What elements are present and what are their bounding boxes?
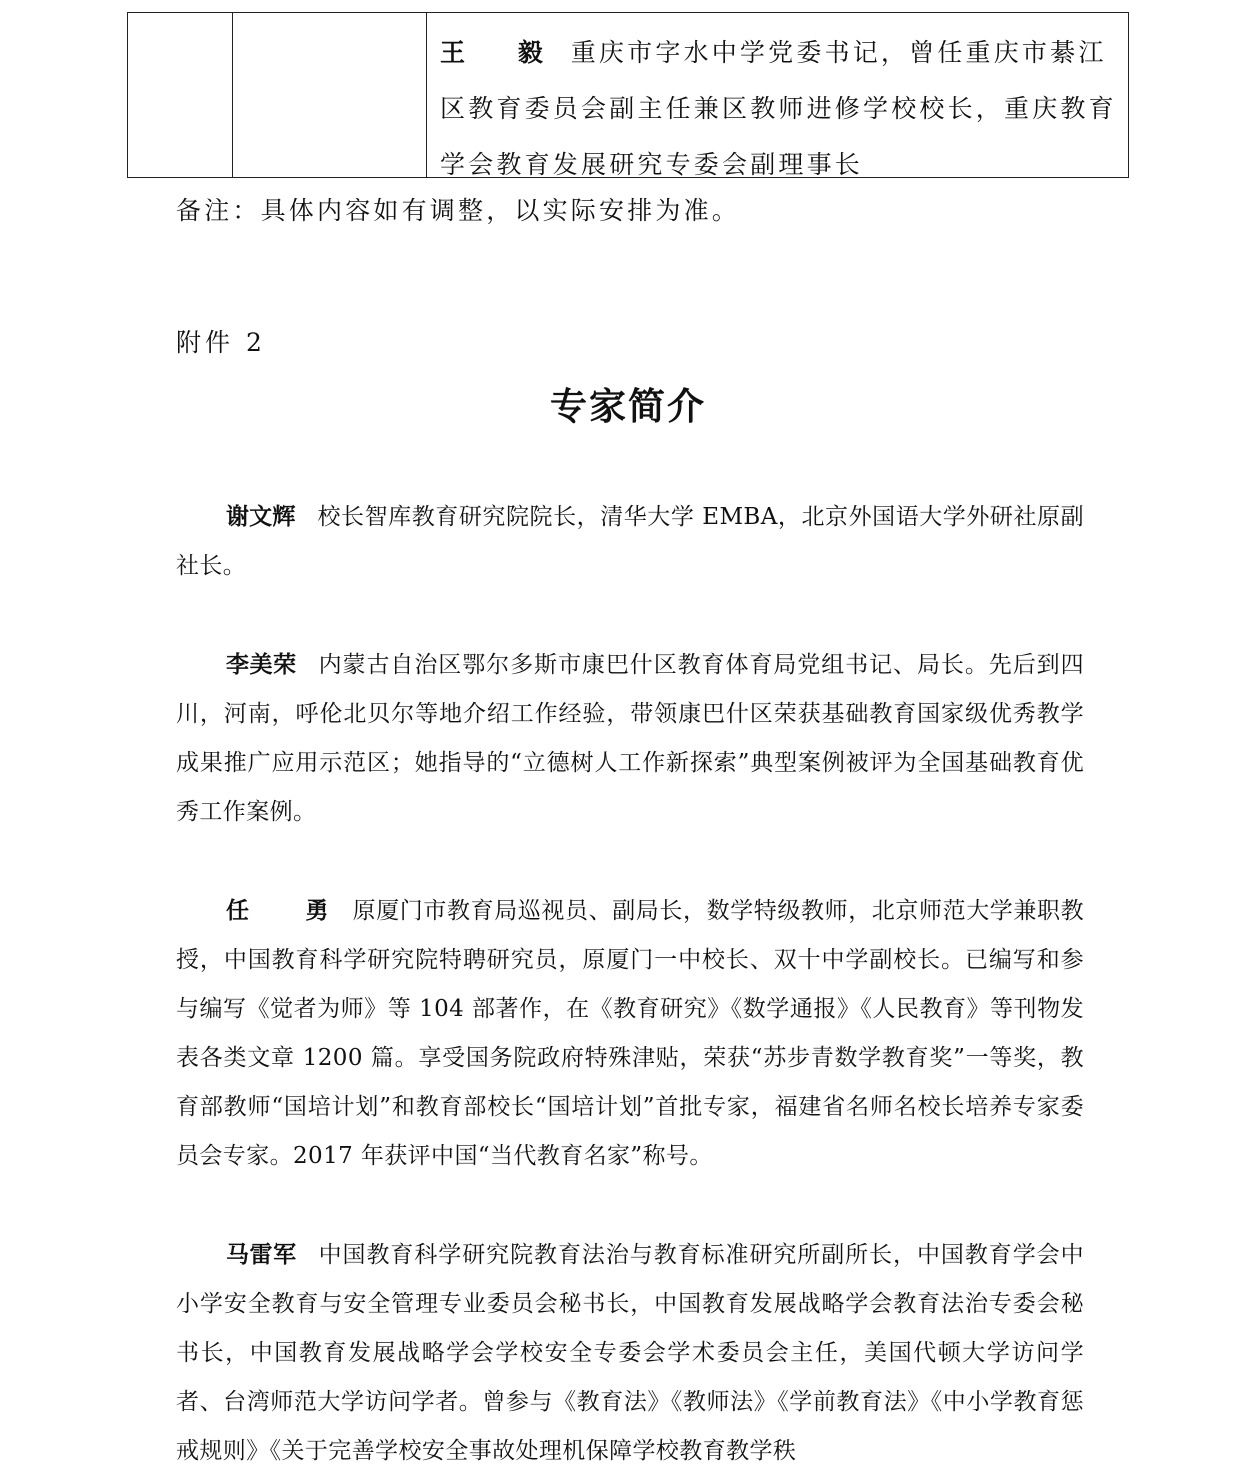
table-cell-expert-intro: [440, 25, 1120, 193]
expert-name: 马雷军: [226, 1242, 297, 1268]
expert-name: 任 勇: [226, 898, 353, 924]
expert-bio: [176, 1231, 1084, 1476]
expert-name: 李美荣: [226, 652, 297, 678]
expert-bio: [176, 641, 1084, 837]
expert-description: 内蒙古自治区鄂尔多斯市康巴什区教育体育局党组书记、局长。先后到四川，河南，呼伦北贝尔等地介绍工作经验，带领康巴什区荣获基础教育国家级优秀教学成果推广应用示范区；她指导的“立德树人工作新探索”典型案例被评为全国基础教育优秀工作案例。: [176, 652, 1084, 825]
page-title: 专家简介: [550, 384, 706, 428]
table-expert-name: 王 毅: [440, 38, 565, 67]
expert-bio: [176, 493, 1084, 591]
remark-note: 备注：具体内容如有调整，以实际安排为准。: [176, 196, 741, 225]
expert-bio: [176, 887, 1084, 1181]
expert-description: 中国教育科学研究院教育法治与教育标准研究所副所长，中国教育学会中小学安全教育与安全管理专业委员会秘书长，中国教育发展战略学会教育法治专委会秘书长，中国教育发展战略学会学校安全专委会学术委员会主任，美国代顿大学访问学者、台湾师范大学访问学者。曾参与《教育法》《教师法》《学前教育法》《中小学教育惩戒规则》《关于完善学校安全事故处理机保障学校教育教学秩: [176, 1242, 1084, 1464]
expert-description: 校长智库教育研究院院长，清华大学 EMBA，北京外国语大学外研社原副社长。: [176, 504, 1085, 579]
table-expert-description: 重庆市字水中学党委书记，曾任重庆市綦江区教育委员会副主任兼区教师进修学校校长，重庆教育学会教育发展研究专委会副理事长: [440, 38, 1117, 179]
attachment-label: 附件 2: [176, 328, 266, 357]
table-column-divider: [232, 13, 233, 177]
schedule-table-fragment: [127, 12, 1129, 178]
table-column-divider: [426, 13, 427, 177]
expert-name: 谢文辉: [226, 504, 296, 530]
expert-description: 原厦门市教育局巡视员、副局长，数学特级教师，北京师范大学兼职教授，中国教育科学研究院特聘研究员，原厦门一中校长、双十中学副校长。已编写和参与编写《觉者为师》等 104 部著作，在《教育研究》《数学通报》《人民教育》等刊物发表各类文章 1200 篇。享受国务院政府特殊津贴，荣获“苏步青数学教育奖”一等奖，教育部教师“国培计划”和教育部校长“国培计划”首批专家，福建省名师名校长培养专家委员会专家。2017 年获评中国“当代教育名家”称号。: [176, 898, 1084, 1169]
